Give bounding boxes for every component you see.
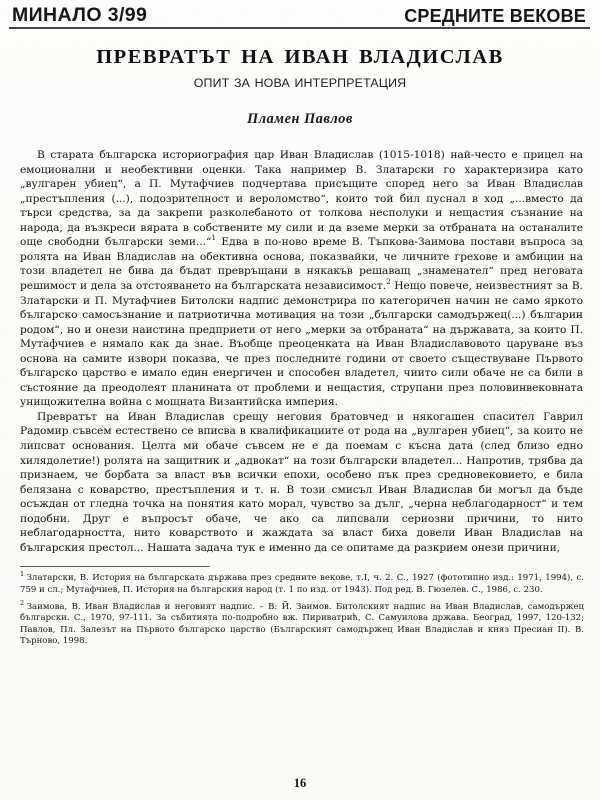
page-number: 16 <box>293 776 307 790</box>
paragraph-2: Превратът на Иван Владислав срещу неговия братовчед и някогашен спасител Гаврил Радомир съвсем естествено се вписва в квалификациите от рода на „вулгарен убиец“, за които не липсват основания. Целта ми обаче съвсем не е да поемам с късна дата (след близо едно хилядолетие!) ролята на защитник и „адвокат“ на този български владетел... Напротив, трябва да признаем, че борбата за власт във всички епохи, особено пък през средновековието, е била белязана с коварство, престъпления и т. н. В този смисъл Иван Владислав би могъл да бъде осъждан от гледна точка на понятия като морал, чувство за дълг, „черна неблагодарност“ и тем подобни. Друг е въпросът обаче, че ако са липсвали сериозни причини, то нито неблагодарността, нито коварството и жаждата за власт биха довели Иван Владислав на българския престол... Нашата задача тук е именно да се опитаме да разкрием онези причини, <box>20 409 583 554</box>
footnote-ref-2[interactable]: 2 <box>386 276 391 286</box>
article-subtitle: ОПИТ ЗА НОВА ИНТЕРПРЕТАЦИЯ <box>193 76 407 91</box>
paragraph-1-segment-a: В старата българска историография цар Иван Владислав (1015-1018) най-често е прицел на емоционални и необективни оценки. Така например В. Златарски го характеризира като „вулгарен убиец“, а П. Мутафчиев подчертава присъщите според него за Иван Владислав „престъпления (...), подозрителност и вероломство“, които той бил пуснал в ход „...вместо да търси средства, за да закрепи разколебаното от толкова несполуки и нещастия съзнание на народа, да възкреси вярата в собствените му сили и да вземе мерки за отбраната на останалите още свободни български земи...“ <box>20 148 583 249</box>
footnote-item <box>20 570 584 596</box>
footnote-separator-rule <box>20 566 210 567</box>
page-title: ПРЕВРАТЪТ НА ИВАН ВЛАДИСЛАВ <box>96 46 504 69</box>
footnote-item <box>20 598 584 648</box>
title-block <box>0 46 600 128</box>
paragraph-1 <box>20 148 583 410</box>
footnote-list <box>20 570 584 648</box>
paragraph-1-segment-c: Нещо повече, неизвестният за В. Златарски и П. Мутафчиев Битолски надпис демонстрира по категоричен начин не само яркото българско самосъзнание и патриотична мотивация на този „български самодържец(...) българин родом“, но и онези наистина предприети от него „мерки за отбраната“ на държавата, за които П. Мутафчиев е нямало как да знае. Въобще преоценката на Иван Владиславовото царуване въз основа на самите извори показва, че през последните години от своето съществуване Първото българско царство е имало един енергичен и способен владетел, чиито сили обаче не са били в състояние да преодолеят планината от проблеми и нещастия, струпани през половинвековната унищожителна война с мощната Византийска империя. <box>20 278 583 409</box>
journal-issue-label: МИНАЛО 3/99 <box>12 4 148 26</box>
header-rule <box>9 27 590 29</box>
footnote-text: Заимова, В. Иван Владислав и неговият надпис. – В: Й. Заимов. Битолският надпис на Иван Владислав, самодържец български. С., 1970, 97-111. За събитията по-подробно вж. Пириватрић, С. Самуилова држава. Београд, 1997, 120-132; Павлов, Пл. Залезът на Първото българско царство (Българският самодържец Иван Владислав и княз Пресиан II). В. Търново, 1998. <box>20 601 584 647</box>
footnote-marker: 1 <box>20 570 25 579</box>
running-head <box>0 0 600 26</box>
author-byline: Пламен Павлов <box>247 111 353 128</box>
section-label: СРЕДНИТЕ ВЕКОВЕ <box>404 5 586 26</box>
paragraph-1-segment-b: Едва в по-ново време В. Тъпкова-Заимова постави въпроса за ролята на Иван Владислав на обективна основа, показвайки, че личните грехове и амбиции на този владетел не бива да бъдат превръщани в някакъв решаващ „знаменател“ пред неговата решимост и дела за отстояването на българската независимост. <box>20 235 584 292</box>
footnote-ref-1[interactable]: 1 <box>211 233 216 243</box>
footnote-marker: 2 <box>20 598 25 607</box>
footnote-text: Златарски, В. История на българската държава през средните векове, т.I, ч. 2. С., 1927 (фототипно изд.: 1971, 1994), с. 759 и сл.; Мутафчиев, П. История на българския народ (т. 1 по изд. от 1943). Под ред. В. Гюзелев. С., 1986, с. 230. <box>20 573 584 595</box>
article-body <box>20 148 583 555</box>
